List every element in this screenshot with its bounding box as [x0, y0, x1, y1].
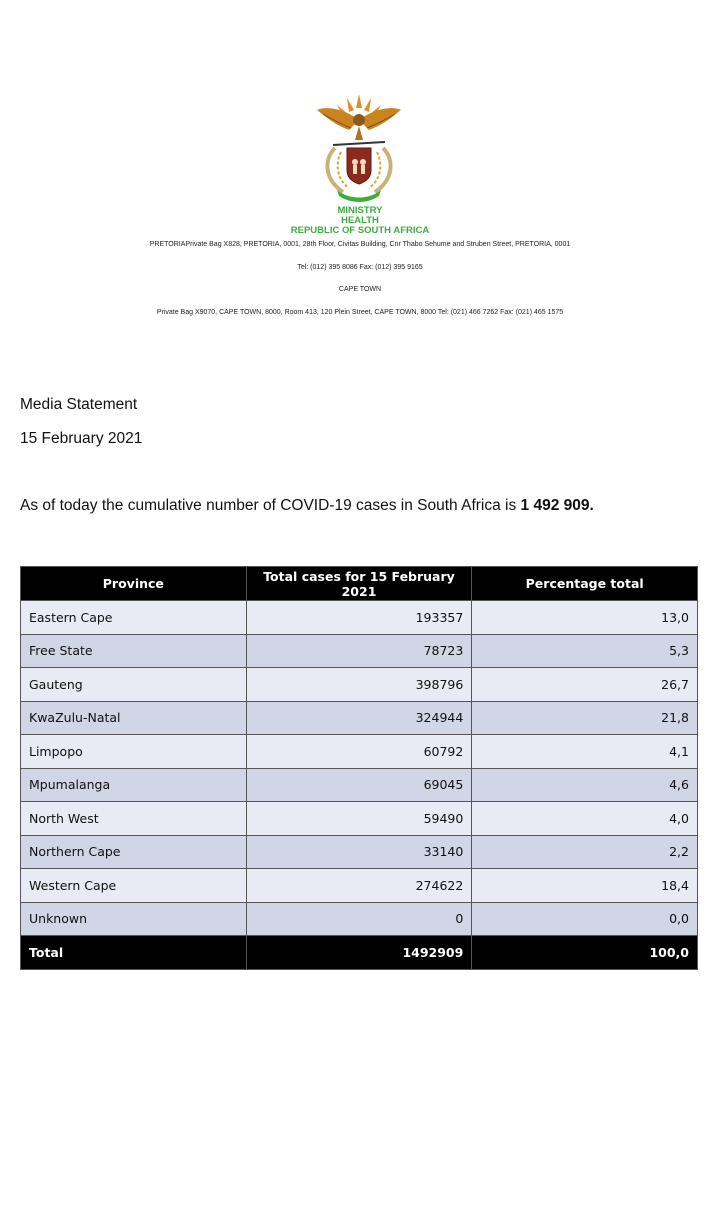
province-cell: KwaZulu-Natal [21, 701, 247, 735]
table-row [21, 668, 698, 702]
province-cell: Limpopo [21, 735, 247, 769]
percent-cell: 0,0 [472, 902, 698, 936]
header-percentage: Percentage total [472, 567, 698, 601]
table-row [21, 869, 698, 903]
pretoria-phone: Tel: (012) 395 8086 Fax: (012) 395 9165 [297, 264, 423, 271]
table-row [21, 601, 698, 635]
cases-cell: 0 [246, 902, 472, 936]
statement-type: Media Statement [20, 396, 138, 413]
summary-sentence [20, 497, 594, 515]
summary-value: 1 492 909. [520, 497, 594, 514]
percent-cell: 4,1 [472, 735, 698, 769]
province-cell: Mpumalanga [21, 768, 247, 802]
percent-cell: 18,4 [472, 869, 698, 903]
percent-cell: 26,7 [472, 668, 698, 702]
statement-date: 15 February 2021 [20, 430, 143, 447]
cases-cell: 193357 [246, 601, 472, 635]
cases-cell: 59490 [246, 802, 472, 836]
province-cell: North West [21, 802, 247, 836]
total-label-cell: Total [21, 936, 247, 970]
table-row [21, 768, 698, 802]
cases-cell: 33140 [246, 835, 472, 869]
percent-cell: 13,0 [472, 601, 698, 635]
table-row [21, 634, 698, 668]
total-cases-cell: 1492909 [246, 936, 472, 970]
header-province: Province [21, 567, 247, 601]
percent-cell: 5,3 [472, 634, 698, 668]
province-cell: Gauteng [21, 668, 247, 702]
summary-prefix: As of today the cumulative number of COVID-19 cases in South Africa is [20, 497, 521, 514]
department-label: HEALTH [341, 215, 379, 226]
cape-town-address: Private Bag X9070, CAPE TOWN, 8000, Room 413, 120 Plein Street, CAPE TOWN, 8000 Tel: (021) 466 7262 Fax: (021) 465 1575 [156, 309, 564, 316]
ministry-label: MINISTRY [337, 205, 383, 216]
cases-cell: 324944 [246, 701, 472, 735]
percent-cell: 21,8 [472, 701, 698, 735]
province-cell: Unknown [21, 902, 247, 936]
province-cell: Northern Cape [21, 835, 247, 869]
total-percent-cell: 100,0 [472, 936, 698, 970]
cases-cell: 69045 [246, 768, 472, 802]
table-row [21, 835, 698, 869]
cases-cell: 274622 [246, 869, 472, 903]
header-total-cases: Total cases for 15 February 2021 [246, 567, 472, 601]
cases-cell: 78723 [246, 634, 472, 668]
table-row [21, 802, 698, 836]
cape-town-label: CAPE TOWN [338, 286, 382, 293]
table-total-row [21, 936, 698, 970]
province-cell: Free State [21, 634, 247, 668]
percent-cell: 4,6 [472, 768, 698, 802]
cases-cell: 398796 [246, 668, 472, 702]
cases-cell: 60792 [246, 735, 472, 769]
pretoria-address: PRETORIAPrivate Bag X828, PRETORIA, 0001, 28th Floor, Civitas Building, Cnr Thabo Sehume and Struben Street, PRETORIA, 0001 [149, 241, 571, 248]
province-cell: Western Cape [21, 869, 247, 903]
percent-cell: 2,2 [472, 835, 698, 869]
table-header-row [21, 567, 698, 601]
table-row [21, 701, 698, 735]
table-row [21, 902, 698, 936]
province-cell: Eastern Cape [21, 601, 247, 635]
coat-of-arms-logo [313, 90, 405, 202]
province-cases-table [20, 566, 698, 970]
country-label: REPUBLIC OF SOUTH AFRICA [290, 225, 430, 236]
table-row [21, 735, 698, 769]
percent-cell: 4,0 [472, 802, 698, 836]
